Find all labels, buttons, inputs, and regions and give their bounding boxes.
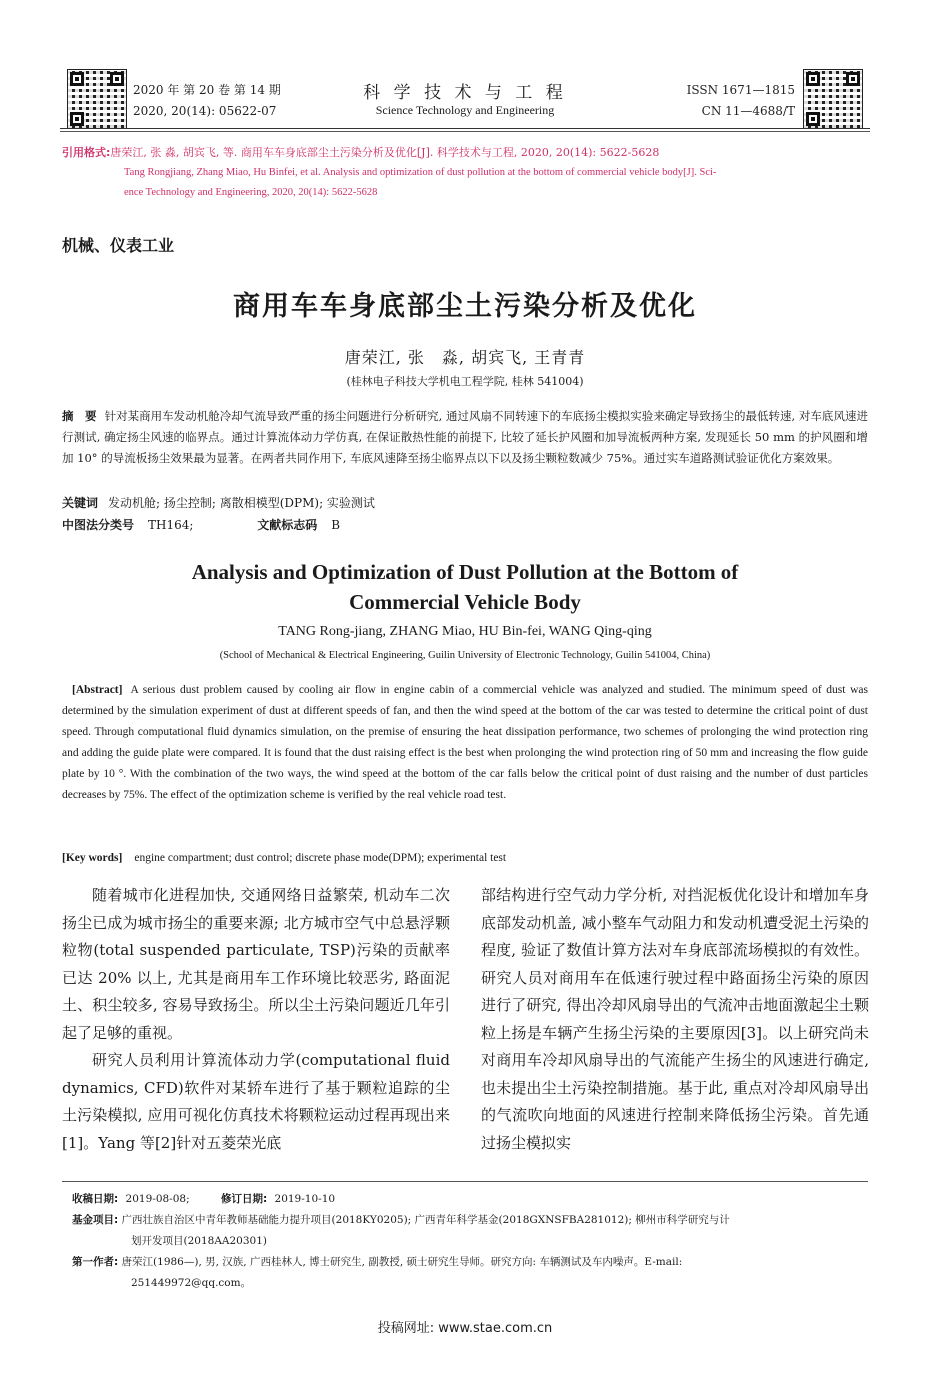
citation-en-line2: ence Technology and Engineering, 2020, 20(14): 5622-5628 bbox=[124, 187, 378, 198]
citation-text-cn: 唐荣江, 张 淼, 胡宾飞, 等. 商用车车身底部尘土污染分析及优化[J]. 科学技术与工程, 2020, 20(14): 5622-5628 bbox=[110, 146, 660, 159]
issue-info-line2: 2020, 20(14): 05622-07 bbox=[133, 104, 277, 118]
affiliation-cn: (桂林电子科技大学机电工程学院, 桂林 541004) bbox=[346, 375, 584, 388]
affiliation-en: (School of Mechanical & Electrical Engineering, Guilin University of Electronic Technology, Guilin 541004, China) bbox=[219, 650, 711, 661]
issue-info-line1: 2020 年 第 20 卷 第 14 期 bbox=[133, 83, 281, 97]
fund-line2: 划开发项目(2018AA20301) bbox=[131, 1235, 267, 1247]
keywords-cn-text: 发动机舱; 扬尘控制; 离散相模型(DPM); 实验测试 bbox=[108, 496, 375, 510]
section-label: 机械、仪表工业 bbox=[62, 236, 175, 255]
body-paragraph-3: 部结构进行空气动力学分析, 对挡泥板优化设计和增加车身底部发动机盖, 减小整车气动阻力和发动机遭受泥土污染的程度, 验证了数值计算方法对车身底部流场模拟的有效性。研究人员对商用车在低速行驶过程中路面扬尘污染的原因进行了研究, 得出冷却风扇导出的气流冲击地面激起尘土颗粒上扬是车辆产生扬尘污染的主要原因[3]。以上研究尚未对商用车冷却风扇导出的气流能产生扬尘的风速进行确定, 也未提出尘土污染控制措施。基于此, 重点对冷却风扇导出的气流吹向地面的风速进行控制来降低扬尘污染。首先通过扬尘模拟实 bbox=[481, 886, 869, 1152]
footnote-fund bbox=[72, 1211, 868, 1229]
keywords-en-label: [Key words] bbox=[62, 852, 123, 864]
clc-label: 中图法分类号 bbox=[62, 518, 135, 532]
revised-date: 2019-10-10 bbox=[274, 1193, 336, 1205]
page-title-en-line1: Analysis and Optimization of Dust Pollution at the Bottom of bbox=[191, 560, 739, 584]
citation-cn bbox=[62, 144, 872, 161]
citation-label: 引用格式: bbox=[62, 146, 111, 159]
abstract-cn-text: 针对某商用车发动机舱冷却气流导致严重的扬尘问题进行分析研究, 通过风扇不同转速下的车底扬尘模拟实验来确定导致扬尘的最低转速, 对车底风速进行测试, 确定扬尘风速的临界点。通过计算流体动力学仿真, 在保证散热性能的前提下, 比较了延长护风圈和加导流板两种方案, 发现延长 50 mm 的护风圈和增加 10° 的导流板扬尘效果最为显著。在两者共同作用下, 车底风速降至扬尘临界点以下以及扬尘颗粒数减少 75%。通过实车道路测试验证优化方案效果。 bbox=[62, 409, 868, 465]
qr-code-right-icon bbox=[803, 69, 863, 129]
abstract-en-text: A serious dust problem caused by cooling air flow in engine cabin of a commercial vehicle was analyzed and studied. The minimum speed of dust was determined by the simulation experiment of dust at different speeds of fan, and then the wind speed at the bottom of the car was tested to determine the critical point of dust speed. Through computational fluid dynamics simulation, on the premise of ensuring the heat dissipation performance, two schemes of prolonging the wind protection ring and adding the guide plate were compared. It is found that the dust raising effect is the best when prolonging the wind protection ring of 50 mm and increasing the flow guide plate by 10 °. With the combination of the two ways, the wind speed at the bottom of the car falls below the critical point of dust raising and the number of dust particles decreases by 75%. The effect of the optimization scheme is verified by the real vehicle road test. bbox=[62, 684, 868, 801]
keywords-en-text: engine compartment; dust control; discrete phase mode(DPM); experimental test bbox=[134, 852, 507, 864]
abstract-en bbox=[62, 680, 868, 806]
keywords-en bbox=[62, 848, 868, 869]
received-label: 收稿日期: bbox=[72, 1193, 119, 1205]
keywords-cn-label: 关键词 bbox=[62, 496, 99, 510]
author-line1: 唐荣江(1986—), 男, 汉族, 广西桂林人, 博士研究生, 副教授, 硕士研究生导师。研究方向: 车辆测试及车内噪声。E-mail: bbox=[121, 1256, 683, 1268]
issn: ISSN 1671—1815 bbox=[686, 83, 795, 97]
page-title-cn: 商用车车身底部尘土污染分析及优化 bbox=[233, 291, 697, 322]
journal-name-en: Science Technology and Engineering bbox=[375, 103, 555, 117]
first-author-label: 第一作者: bbox=[72, 1256, 119, 1268]
citation-en-line1: Tang Rongjiang, Zhang Miao, Hu Binfei, et al. Analysis and optimization of dust pollution at the bottom of commercial vehicle body[J]. Sci- bbox=[124, 167, 717, 178]
authors-en: TANG Rong-jiang, ZHANG Miao, HU Bin-fei, WANG Qing-qing bbox=[278, 624, 652, 639]
cn-number: CN 11—4688/T bbox=[701, 104, 795, 118]
header-rule bbox=[60, 128, 870, 129]
clc-value: TH164; bbox=[148, 518, 194, 532]
classification-row bbox=[62, 516, 868, 533]
doc-code-value: B bbox=[331, 518, 341, 532]
journal-name-cn: 科 学 技 术 与 工 程 bbox=[363, 83, 567, 103]
received-date: 2019-08-08; bbox=[125, 1193, 190, 1205]
keywords-cn bbox=[62, 494, 868, 511]
abstract-cn bbox=[62, 406, 868, 469]
body-column-right bbox=[481, 882, 869, 1157]
footnote-dates bbox=[72, 1190, 868, 1208]
author-line2: 251449972@qq.com。 bbox=[131, 1277, 252, 1289]
fund-line1: 广西壮族自治区中青年教师基础能力提升项目(2018KY0205); 广西青年科学基金(2018GXNSFBA281012); 柳州市科学研究与计 bbox=[121, 1214, 730, 1226]
footer-website: 投稿网址: www.stae.com.cn bbox=[377, 1321, 553, 1336]
doc-code-label: 文献标志码 bbox=[257, 518, 318, 532]
footnote-rule bbox=[62, 1181, 868, 1182]
fund-label: 基金项目: bbox=[72, 1214, 119, 1226]
authors-cn: 唐荣江, 张 淼, 胡宾飞, 王青青 bbox=[344, 348, 586, 367]
header-rule-thin bbox=[60, 131, 870, 132]
revised-label: 修订日期: bbox=[220, 1193, 268, 1205]
body-paragraph-2: 研究人员利用计算流体动力学(computational fluid dynamics, CFD)软件对某轿车进行了基于颗粒追踪的尘土污染模拟, 应用可视化仿真技术将颗粒运动过程再现出来[1]。Yang 等[2]针对五菱荣光底 bbox=[62, 1051, 450, 1152]
body-column-left bbox=[62, 882, 450, 1157]
abstract-cn-label: 摘 要 bbox=[62, 409, 97, 423]
body-paragraph-1: 随着城市化进程加快, 交通网络日益繁荣, 机动车二次扬尘已成为城市扬尘的重要来源; 北方城市空气中总悬浮颗粒物(total suspended particulate, TSP)污染的贡献率已达 20% 以上, 尤其是商用车工作环境比较恶劣, 路面泥土、积尘较多, 容易导致扬尘。所以尘土污染问题近几年引起了足够的重视。 bbox=[62, 886, 450, 1042]
page-title-en-line2: Commercial Vehicle Body bbox=[349, 590, 581, 614]
abstract-en-label: [Abstract] bbox=[72, 684, 123, 696]
footnote-author bbox=[72, 1253, 868, 1271]
